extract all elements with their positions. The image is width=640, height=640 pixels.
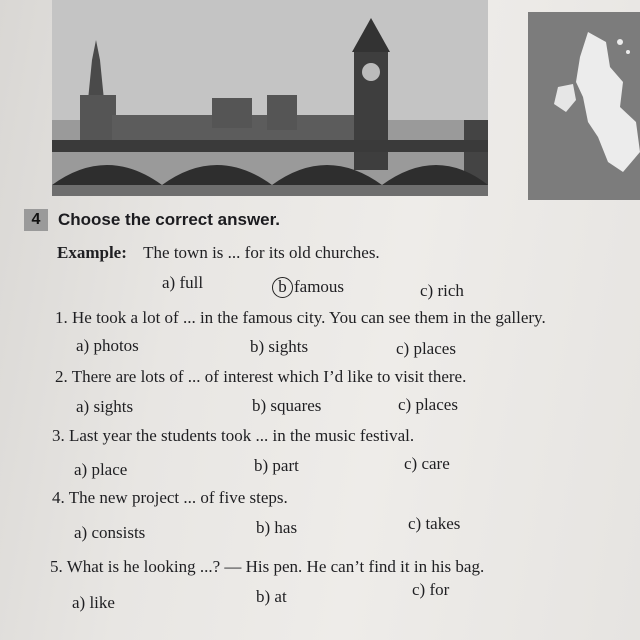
example-sentence: The town is ... for its old churches. [143,243,380,262]
question-5-option-c: c) for [412,580,450,599]
example-option-b-circled [272,277,344,298]
question-3-option-b: b) part [254,456,299,475]
westminster-drawing [52,0,488,196]
question-1-option-a: a) photos [76,336,139,355]
example-line [57,243,380,263]
task-title: Choose the correct answer. [58,210,281,229]
question-3-option-a: a) place [74,460,128,479]
example-option-c: c) rich [420,281,464,300]
question-4-option-b: b) has [256,518,298,537]
question-2-option-c: c) places [398,395,458,414]
uk-map-photo [528,12,640,200]
westminster-photo [52,0,488,196]
question-1-option-b: b) sights [250,337,309,356]
uk-map-drawing [528,12,640,200]
question-2-option-b: b) squares [252,396,322,415]
question-3-option-c: c) care [404,454,450,473]
task-header [24,208,280,232]
answer-circle: b [272,277,293,298]
question-2-option-a: a) sights [76,397,134,416]
example-option-b-text: famous [294,277,345,296]
question-5-option-b: b) at [256,587,287,606]
question-1: 1. He took a lot of ... in the famous city. You can see them in the gallery. [55,308,546,327]
example-option-a: a) full [162,273,204,292]
question-3: 3. Last year the students took ... in the music festival. [52,426,415,445]
question-5: 5. What is he looking ...? — His pen. He can’t find it in his bag. [50,557,485,576]
example-label: Example: [57,243,127,262]
question-1-option-c: c) places [396,339,456,358]
task-number-badge: 4 [24,209,48,231]
question-2: 2. There are lots of ... of interest which I’d like to visit there. [55,367,467,386]
question-5-option-a: a) like [72,593,115,612]
question-4-option-a: a) consists [74,523,146,542]
question-4-option-c: c) takes [408,514,461,533]
question-4: 4. The new project ... of five steps. [52,488,288,507]
